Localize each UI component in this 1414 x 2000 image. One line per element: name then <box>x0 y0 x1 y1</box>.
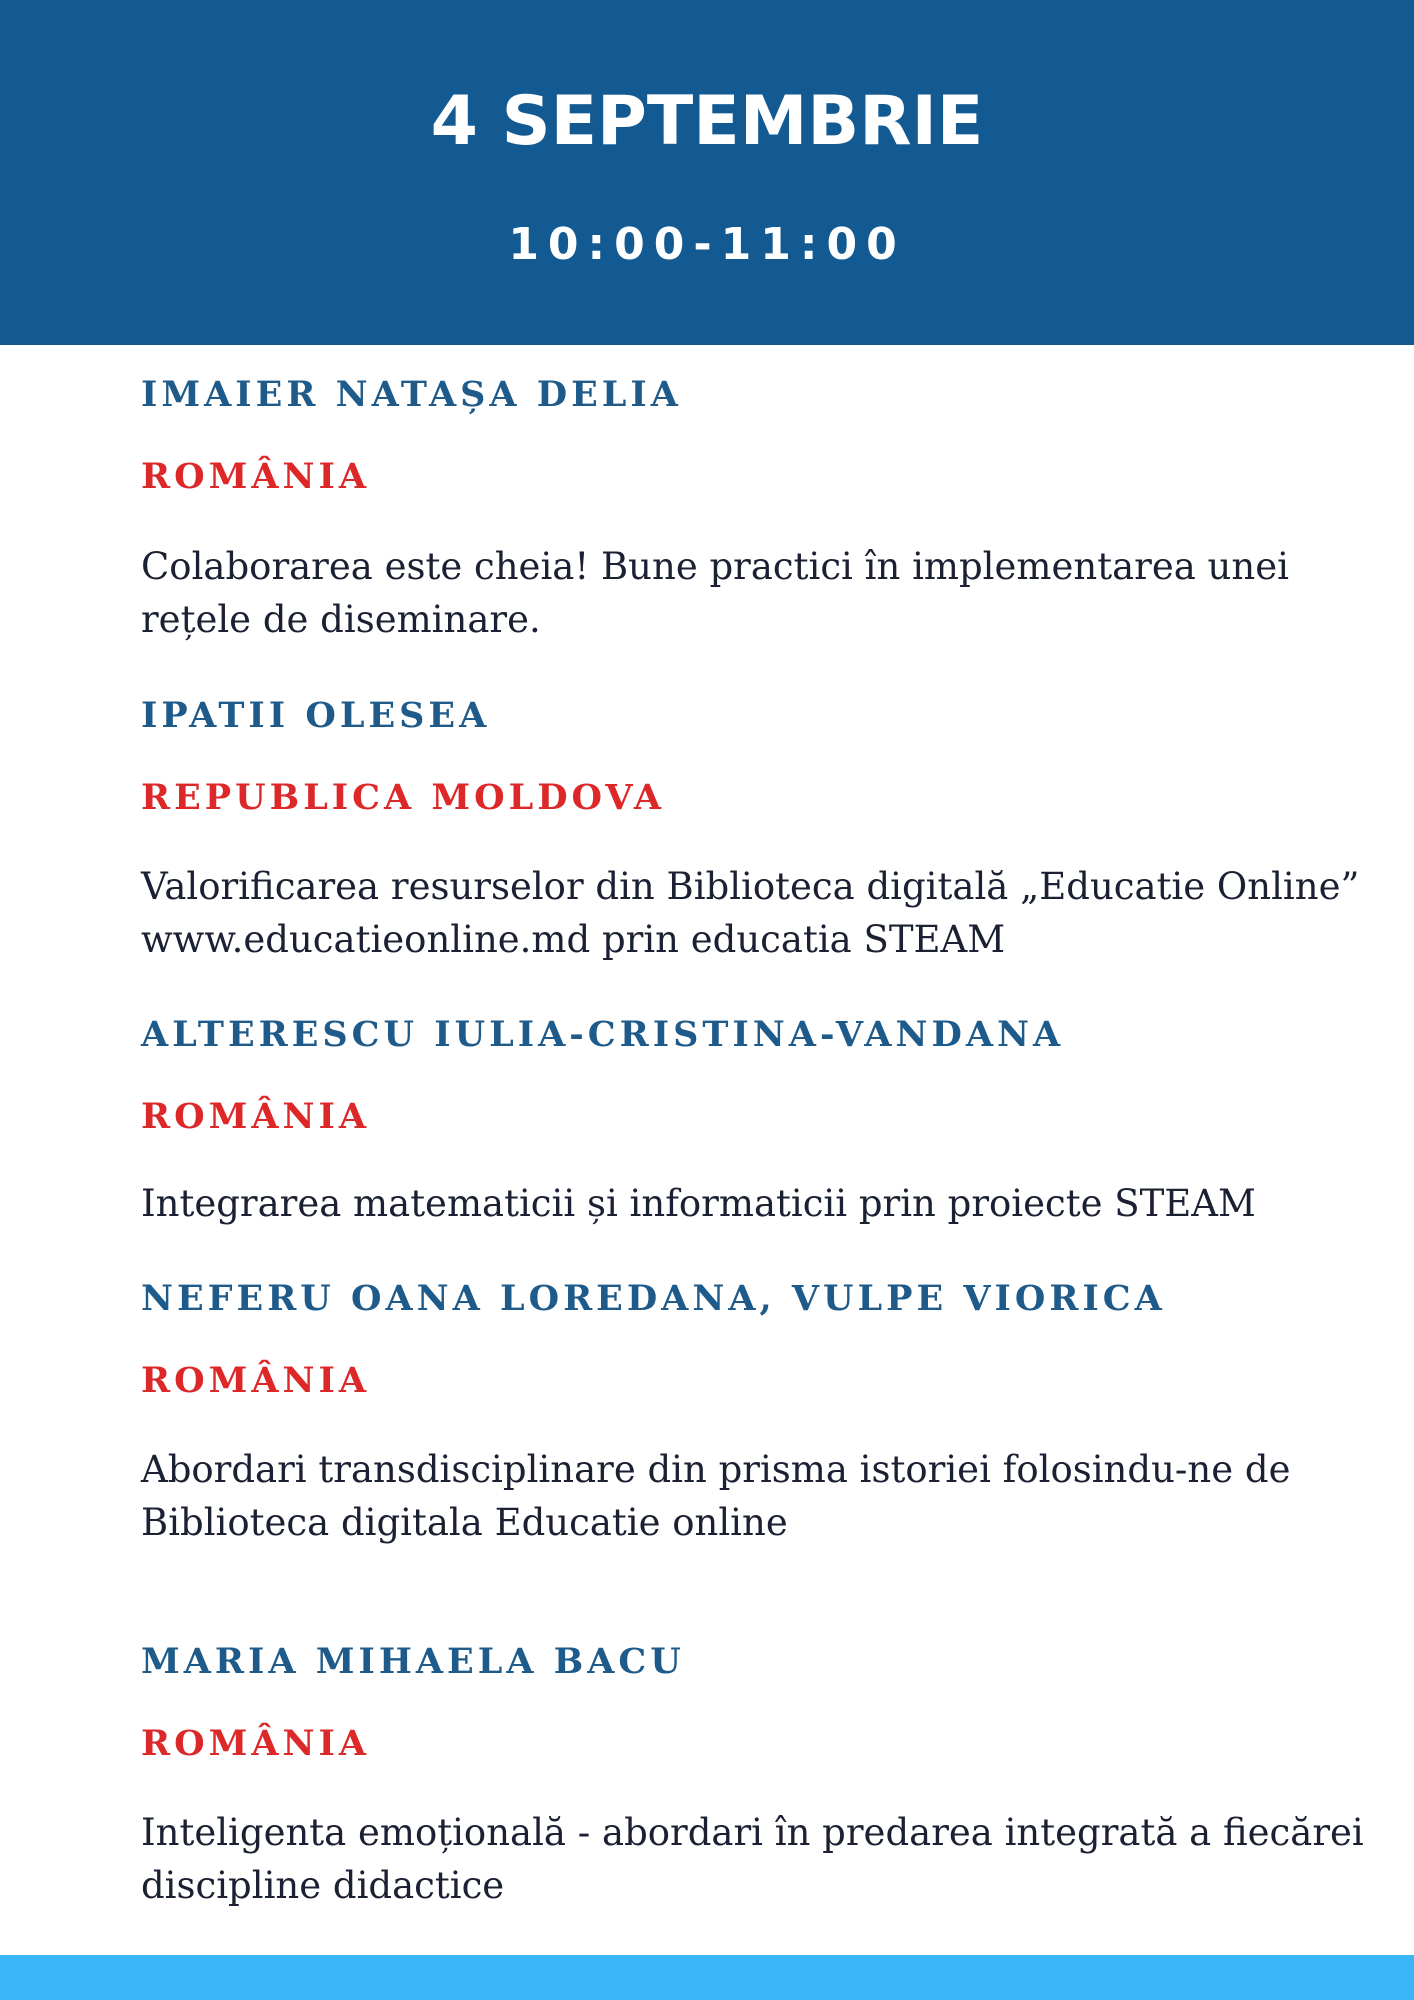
footer-bar <box>0 1955 1414 2000</box>
speaker-country: REPUBLICA MOLDOVA <box>141 777 666 818</box>
session-date: 4 SEPTEMBRIE <box>430 82 984 161</box>
session-time: 10:00-11:00 <box>508 219 906 270</box>
speaker-country: ROMÂNIA <box>141 456 370 497</box>
presentation-title: Valorificarea resurselor din Biblioteca digitală „Educatie Online” www.educatieonline.md prin educatia STEAM <box>141 865 1360 961</box>
presentation-title: Inteligenta emoțională - abordari în predarea integrată a fiecărei discipline didactice <box>141 1811 1364 1907</box>
speaker-country: ROMÂNIA <box>141 1360 370 1401</box>
speaker-country: ROMÂNIA <box>141 1723 370 1764</box>
speaker-country: ROMÂNIA <box>141 1096 370 1137</box>
schedule-header <box>0 0 1414 345</box>
speaker-name: IMAIER NATAȘA DELIA <box>141 374 682 415</box>
speaker-name: MARIA MIHAELA BACU <box>141 1641 685 1682</box>
presentation-title: Colaborarea este cheia! Bune practici în implementarea unei rețele de diseminare. <box>141 545 1289 641</box>
speaker-name: NEFERU OANA LOREDANA, VULPE VIORICA <box>141 1278 1166 1319</box>
speaker-name: ALTERESCU IULIA-CRISTINA-VANDANA <box>141 1014 1065 1055</box>
presentation-title: Integrarea matematicii și informaticii prin proiecte STEAM <box>141 1182 1256 1225</box>
presentation-title: Abordari transdisciplinare din prisma istoriei folosindu-ne de Biblioteca digitala Educatie online <box>141 1448 1291 1544</box>
speaker-name: IPATII OLESEA <box>141 695 491 736</box>
